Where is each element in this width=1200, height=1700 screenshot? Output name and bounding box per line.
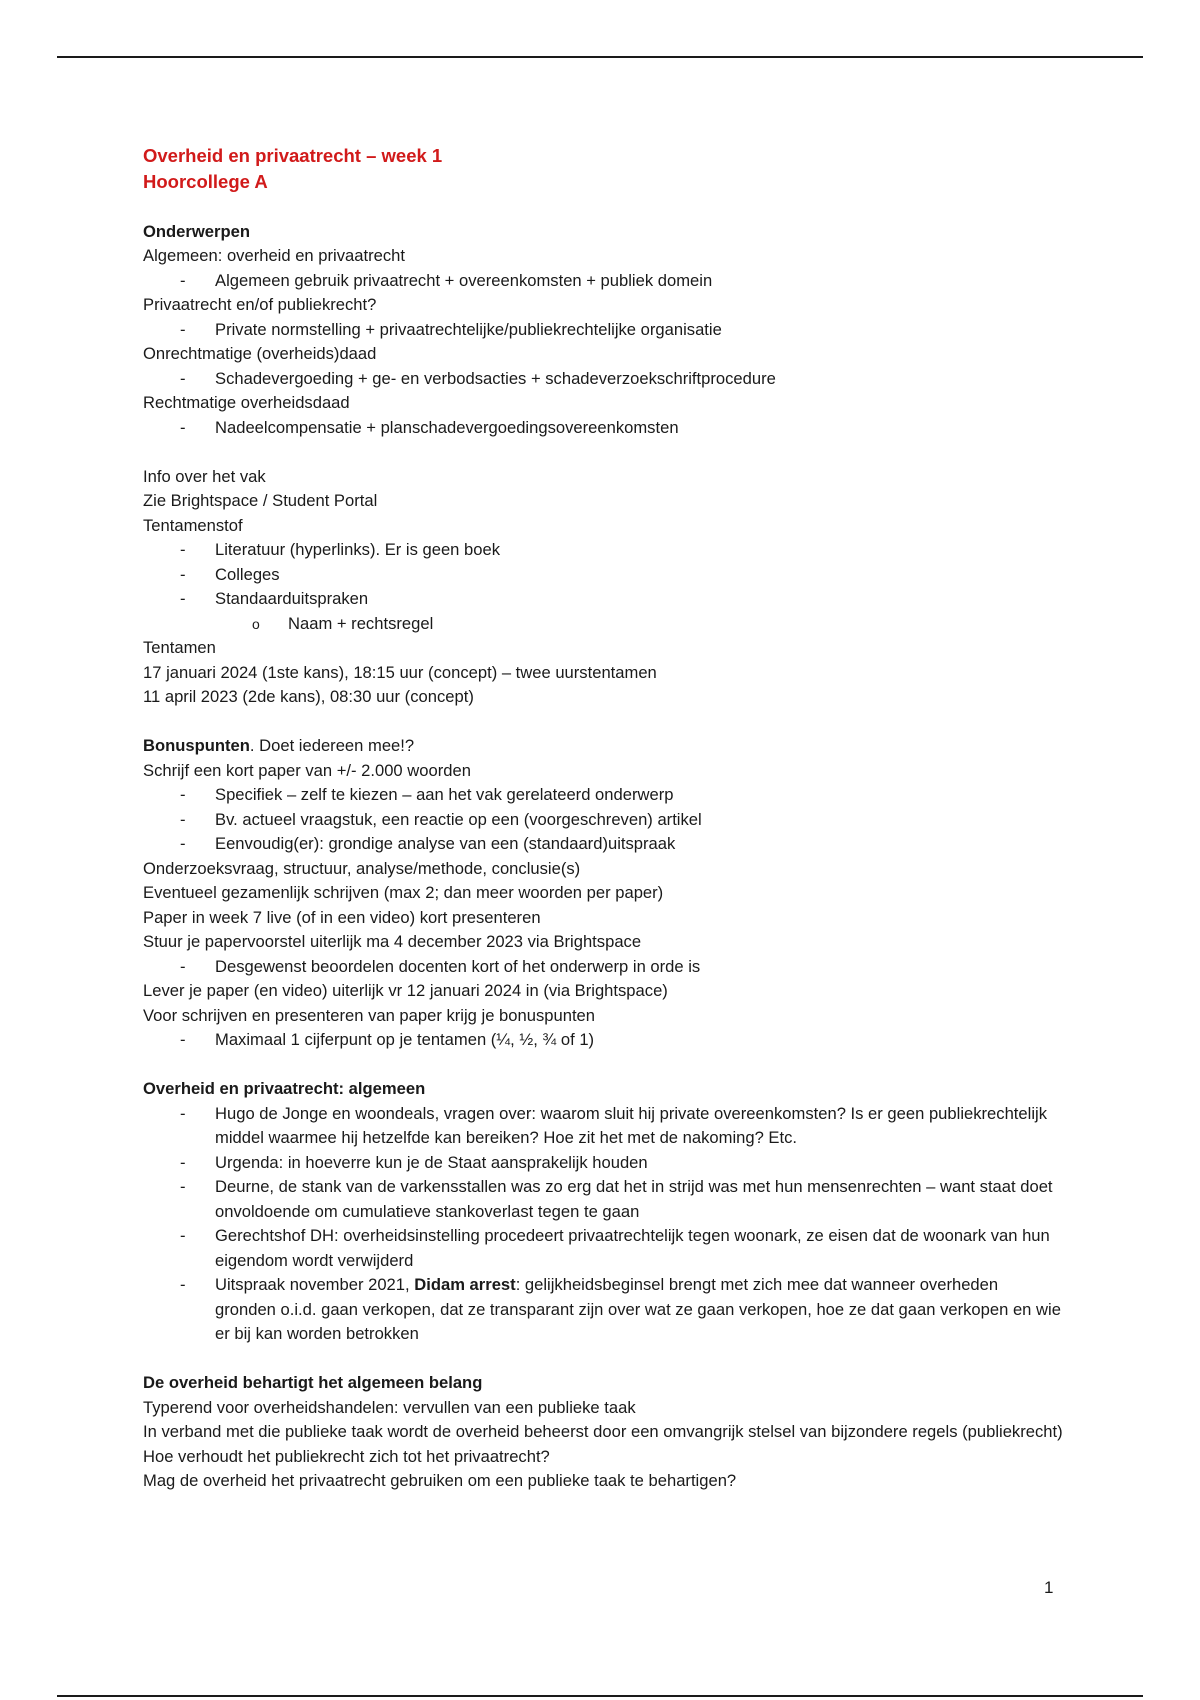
bonus-line: Paper in week 7 live (of in een video) kort presenteren bbox=[143, 907, 541, 927]
topic-line: Onrechtmatige (overheids)daad bbox=[143, 344, 377, 363]
algemeen-bullet: - Urgenda: in hoeverre kun je de Staat aansprakelijk houden bbox=[143, 1151, 1063, 1176]
didam-arrest-term: Didam arrest bbox=[414, 1275, 516, 1294]
bonus-bullet: - Desgewenst beoordelen docenten kort of het onderwerp in orde is bbox=[143, 955, 1063, 980]
bonus-line: Stuur je papervoorstel uiterlijk ma 4 december 2023 via Brightspace bbox=[143, 932, 642, 951]
document-page bbox=[143, 143, 1063, 1494]
section-heading-belang: De overheid behartigt het algemeen belang bbox=[143, 1373, 483, 1392]
info-line: Tentamen bbox=[143, 638, 216, 657]
info-line: Info over het vak bbox=[143, 466, 266, 486]
bonus-line: Voor schrijven en presenteren van paper krijg je bonuspunten bbox=[143, 1005, 596, 1025]
topic-line: Privaatrecht en/of publiekrecht? bbox=[143, 295, 377, 314]
topic-line: Algemeen: overheid en privaatrecht bbox=[143, 246, 405, 265]
document-title: Overheid en privaatrecht – week 1 bbox=[143, 145, 443, 166]
bonus-line: Schrijf een kort paper van +/- 2.000 woorden bbox=[143, 760, 471, 780]
bonus-bullet: - Bv. actueel vraagstuk, een reactie op een (voorgeschreven) artikel bbox=[143, 808, 1063, 833]
section-heading-bonus: Bonuspunten bbox=[143, 736, 250, 755]
info-subbullet: o Naam + rechtsregel bbox=[143, 612, 1063, 637]
bonus-bullet: - Maximaal 1 cijferpunt op je tentamen (¼, ½, ¾ of 1) bbox=[143, 1028, 1063, 1053]
belang-line: Hoe verhoudt het publiekrecht zich tot het privaatrecht? bbox=[143, 1446, 550, 1466]
didam-text-pre: Uitspraak november 2021, bbox=[215, 1275, 415, 1294]
footer-rule bbox=[57, 1695, 1143, 1697]
bonus-heading-rest: . Doet iedereen mee!? bbox=[249, 736, 415, 755]
bonus-heading-line bbox=[143, 734, 1063, 759]
didam-text-post: : gelijkheidsbeginsel brengt met zich mee dat wanneer overheden gronden o.i.d. gaan verkopen, dat ze transparant zijn over wat ze gaan verkopen, hoe ze dat gaan verkopen en wie er bij kan worden betrokken bbox=[215, 1275, 1061, 1343]
section-heading-onderwerpen: Onderwerpen bbox=[143, 221, 250, 241]
document-subtitle: Hoorcollege A bbox=[143, 171, 268, 192]
section-heading-algemeen: Overheid en privaatrecht: algemeen bbox=[143, 1079, 426, 1098]
info-bullet: - Colleges bbox=[143, 563, 1063, 588]
info-line: Zie Brightspace / Student Portal bbox=[143, 491, 378, 510]
belang-line: In verband met die publieke taak wordt de overheid beheerst door een omvangrijk stelsel van bijzondere regels (publiekrecht) bbox=[143, 1422, 1063, 1441]
belang-line: Mag de overheid het privaatrecht gebruiken om een publieke taak te behartigen? bbox=[143, 1471, 737, 1490]
info-line: Tentamenstof bbox=[143, 515, 243, 535]
page-number: 1 bbox=[1044, 1578, 1054, 1597]
bonus-bullet: - Specifiek – zelf te kiezen – aan het vak gerelateerd onderwerp bbox=[143, 783, 1063, 808]
topic-bullet: - Nadeelcompensatie + planschadevergoedingsovereenkomsten bbox=[143, 416, 1063, 441]
header-rule bbox=[57, 56, 1143, 58]
info-line: 11 april 2023 (2de kans), 08:30 uur (concept) bbox=[143, 687, 474, 706]
topic-bullet: - Algemeen gebruik privaatrecht + overeenkomsten + publiek domein bbox=[143, 269, 1063, 294]
algemeen-bullet: - Hugo de Jonge en woondeals, vragen over: waarom sluit hij private overeenkomsten? Is er geen publiekrechtelijk middel waarmee hij hetzelfde kan bereiken? Hoe zit het met de nakoming? Etc. bbox=[143, 1102, 1063, 1151]
bonus-line: Onderzoeksvraag, structuur, analyse/methode, conclusie(s) bbox=[143, 858, 581, 878]
bonus-line: Eventueel gezamenlijk schrijven (max 2; dan meer woorden per paper) bbox=[143, 883, 664, 902]
algemeen-bullet: - Gerechtshof DH: overheidsinstelling procedeert privaatrechtelijk tegen woonark, ze eisen dat de woonark van hun eigendom wordt verwijderd bbox=[143, 1224, 1063, 1273]
topic-bullet: - Private normstelling + privaatrechtelijke/publiekrechtelijke organisatie bbox=[143, 318, 1063, 343]
bonus-line: Lever je paper (en video) uiterlijk vr 12 januari 2024 in (via Brightspace) bbox=[143, 981, 668, 1000]
algemeen-bullet-didam bbox=[143, 1273, 1063, 1347]
belang-line: Typerend voor overheidshandelen: vervullen van een publieke taak bbox=[143, 1397, 636, 1417]
topic-bullet: - Schadevergoeding + ge- en verbodsacties + schadeverzoekschriftprocedure bbox=[143, 367, 1063, 392]
info-line: 17 januari 2024 (1ste kans), 18:15 uur (concept) – twee uurstentamen bbox=[143, 662, 657, 682]
info-bullet: - Literatuur (hyperlinks). Er is geen boek bbox=[143, 538, 1063, 563]
algemeen-bullet: - Deurne, de stank van de varkensstallen was zo erg dat het in strijd was met hun mensenrechten – want staat doet onvoldoende om cumulatieve stankoverlast tegen te gaan bbox=[143, 1175, 1063, 1224]
topic-line: Rechtmatige overheidsdaad bbox=[143, 393, 350, 412]
bonus-bullet: - Eenvoudig(er): grondige analyse van een (standaard)uitspraak bbox=[143, 832, 1063, 857]
info-bullet: - Standaarduitspraken bbox=[143, 587, 1063, 612]
